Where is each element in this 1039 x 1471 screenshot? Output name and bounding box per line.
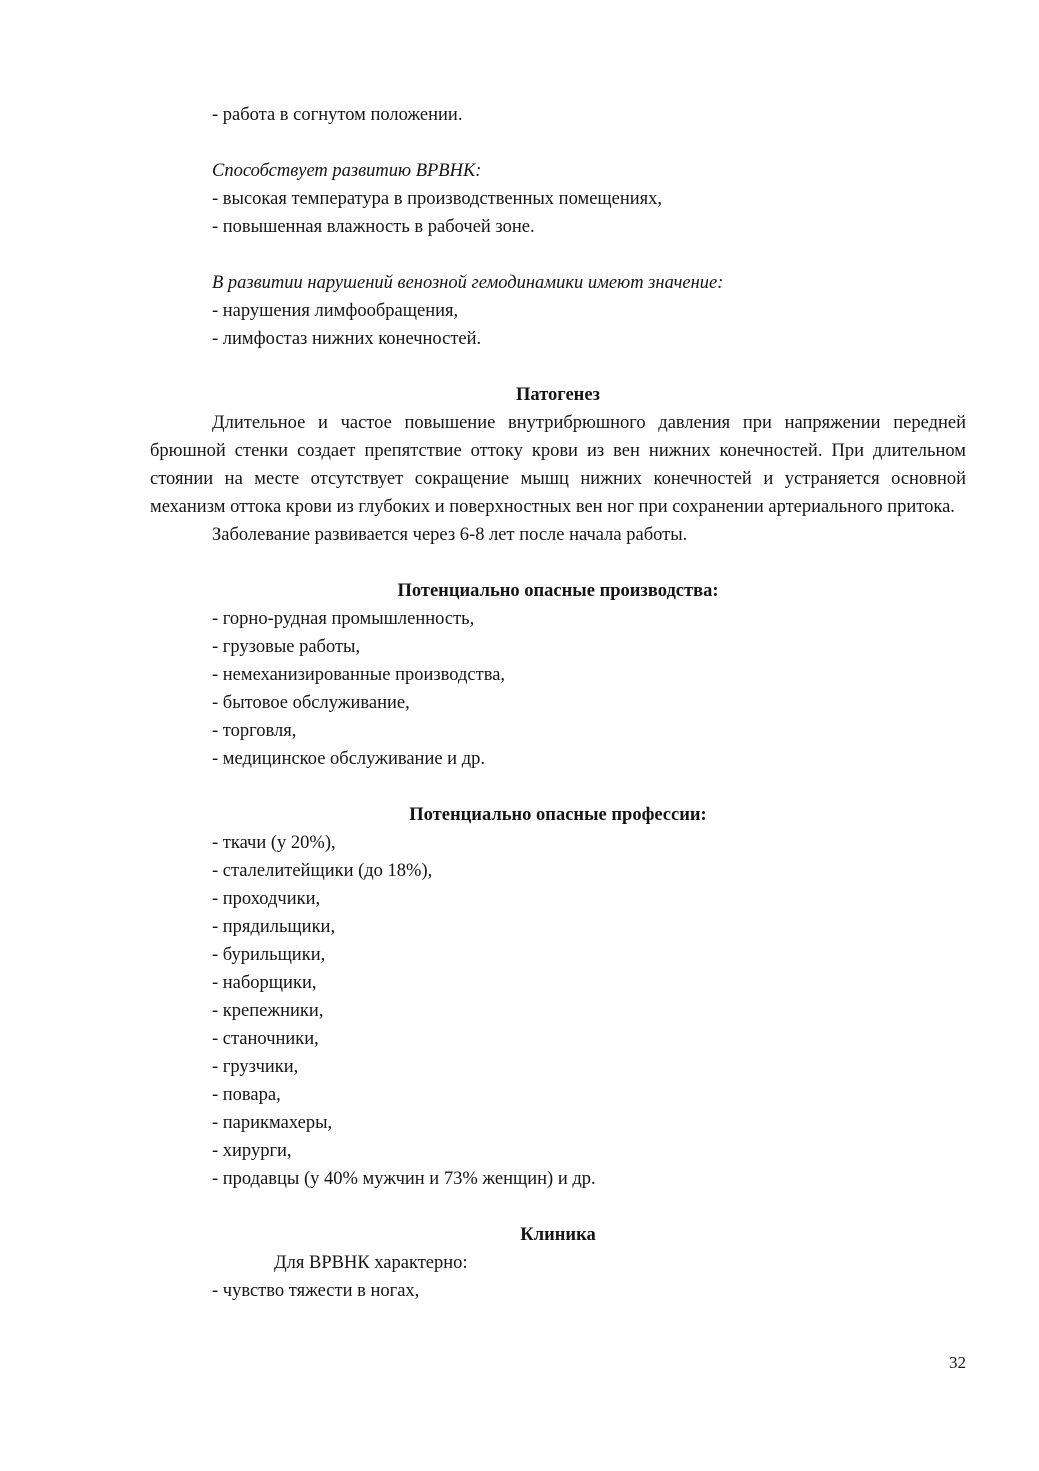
list-item: - высокая температура в производственных помещениях, [212,189,663,209]
list-item: - ткачи (у 20%), [212,833,336,853]
list-item: - лимфостаз нижних конечностей. [212,329,482,349]
list-item: - нарушения лимфообращения, [212,301,459,321]
list-item: - бурильщики, [212,945,326,965]
list-item: - прядильщики, [212,917,336,937]
professions-heading: Потенциально опасные профессии: [409,805,707,825]
contributing-title: Способствует развитию ВРВНК: [212,161,482,181]
list-item: - проходчики, [212,889,321,909]
list-item: - станочники, [212,1029,319,1049]
list-item: - работа в согнутом положении. [212,105,463,125]
list-item: - торговля, [212,721,297,741]
list-item: - немеханизированные производства, [212,665,506,685]
list-item: - крепежники, [212,1001,324,1021]
industries-heading: Потенциально опасные производства: [397,581,719,601]
pathogenesis-paragraph: Длительное и частое повышение внутрибрюшного давления при напряжении передней брюшной стенки создает препятствие оттоку крови из вен нижних конечностей. При длительном стоянии на месте отсутствует сокращение мышц нижних конечностей и устраняется основной механизм оттока крови из глубоких и поверхностных вен ног при сохранении артериального притока. [150,413,966,517]
list-item: - бытовое обслуживание, [212,693,410,713]
list-item: - повышенная влажность в рабочей зоне. [212,217,535,237]
list-item: - грузчики, [212,1057,299,1077]
list-item: - сталелитейщики (до 18%), [212,861,433,881]
list-item: - грузовые работы, [212,637,361,657]
clinic-lead: Для ВРВНК характерно: [274,1253,468,1273]
list-item: - горно-рудная промышленность, [212,609,475,629]
list-item: - парикмахеры, [212,1113,333,1133]
page-body [150,101,966,1305]
pathogenesis-heading: Патогенез [516,385,600,405]
list-item: - наборщики, [212,973,317,993]
list-item: - повара, [212,1085,281,1105]
clinic-heading: Клиника [520,1225,596,1245]
page-number: 32 [949,1353,966,1372]
list-item: - медицинское обслуживание и др. [212,749,485,769]
venous-title: В развитии нарушений венозной гемодинамики имеют значение: [212,273,724,293]
onset-paragraph: Заболевание развивается через 6-8 лет после начала работы. [212,525,688,545]
list-item: - хирурги, [212,1141,292,1161]
list-item: - продавцы (у 40% мужчин и 73% женщин) и др. [212,1169,596,1189]
list-item: - чувство тяжести в ногах, [212,1281,420,1301]
